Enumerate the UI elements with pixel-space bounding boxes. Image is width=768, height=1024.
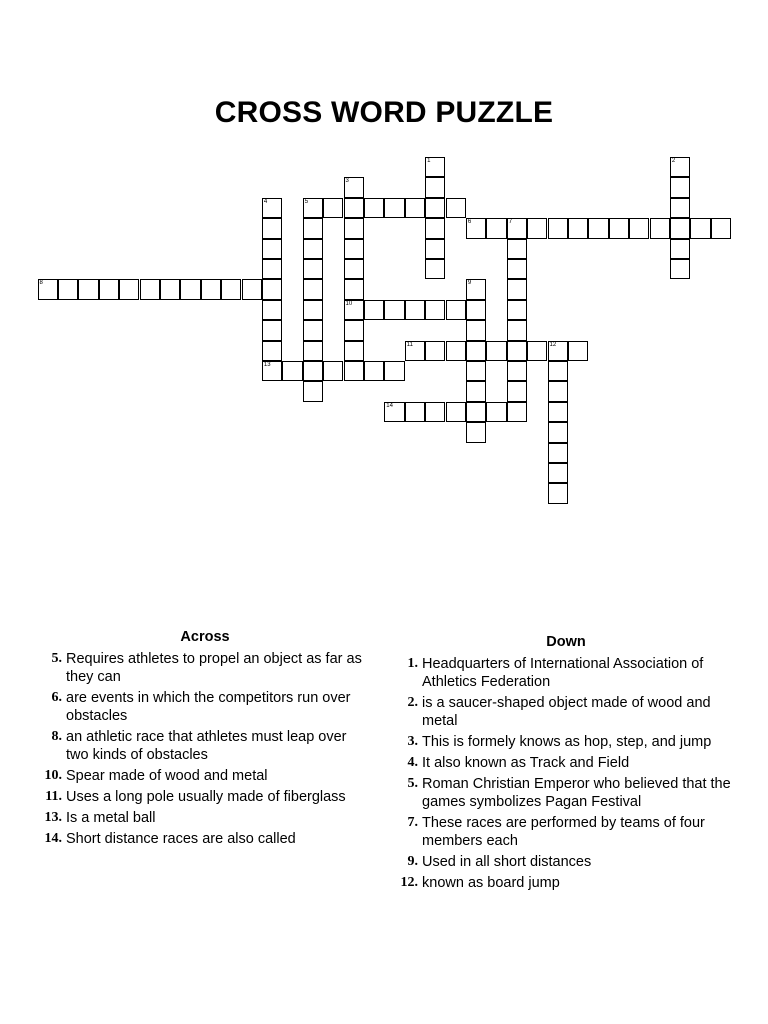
grid-cell[interactable] (548, 483, 568, 503)
grid-cell[interactable] (670, 239, 690, 259)
clue-number: 3. (407, 734, 418, 749)
grid-cell[interactable] (507, 320, 527, 340)
grid-cell[interactable] (629, 218, 649, 238)
grid-cell[interactable] (507, 300, 527, 320)
clue-text: Spear made of wood and metal (66, 768, 268, 784)
grid-cell[interactable] (466, 402, 486, 422)
grid-cell[interactable] (364, 198, 384, 218)
grid-cell[interactable] (262, 361, 282, 381)
grid-cell[interactable] (466, 300, 486, 320)
clue-number: 9. (407, 854, 418, 869)
grid-cell[interactable] (670, 198, 690, 218)
cell-number: 5 (304, 198, 309, 205)
grid-cell[interactable] (405, 341, 425, 361)
cell-number: 9 (467, 280, 472, 287)
grid-cell[interactable] (466, 320, 486, 340)
cell-number: 14 (386, 402, 393, 409)
grid-cell[interactable] (425, 402, 445, 422)
grid-cell[interactable] (425, 157, 445, 177)
clue-number: 5. (407, 776, 418, 791)
grid-cell[interactable] (548, 443, 568, 463)
grid-cell[interactable] (405, 198, 425, 218)
cell-number: 1 (427, 158, 431, 164)
grid-cell[interactable] (507, 239, 527, 259)
grid-cell[interactable] (344, 300, 364, 320)
grid-cell[interactable] (425, 341, 445, 361)
grid-cell[interactable] (384, 402, 404, 422)
clue-text: Headquarters of International Association of Athletics Federation (422, 656, 704, 690)
grid-cell[interactable] (303, 361, 323, 381)
grid-cell[interactable] (466, 361, 486, 381)
grid-cell[interactable] (650, 218, 670, 238)
clue-number: 4. (407, 755, 418, 770)
grid-cell[interactable] (262, 198, 282, 218)
down-clue (396, 775, 736, 811)
grid-cell[interactable] (507, 341, 527, 361)
clue-text: These races are performed by teams of four members each (422, 815, 705, 849)
clue-number: 2. (407, 695, 418, 710)
grid-cell[interactable] (446, 300, 466, 320)
grid-cell[interactable] (670, 259, 690, 279)
grid-cell[interactable] (446, 198, 466, 218)
grid-cell[interactable] (466, 381, 486, 401)
grid-cell[interactable] (405, 300, 425, 320)
cell-number: 10 (345, 300, 353, 307)
page-title: CROSS WORD PUZZLE (214, 96, 554, 129)
grid-cell[interactable] (507, 402, 527, 422)
grid-cell[interactable] (384, 198, 404, 218)
clue-text: Is a metal ball (66, 810, 156, 826)
grid-cell[interactable] (384, 361, 404, 381)
down-clue (396, 733, 736, 751)
clue-text: Roman Christian Emperor who believed that the games symbolizes Pagan Festival (422, 776, 731, 810)
grid-cell[interactable] (507, 361, 527, 381)
grid-cell[interactable] (344, 218, 364, 238)
grid-cell[interactable] (242, 279, 262, 299)
across-clue (40, 650, 370, 686)
clue-text: is a saucer-shaped object made of wood and metal (422, 695, 711, 729)
grid-cell[interactable] (262, 279, 282, 299)
down-clue (396, 694, 736, 730)
grid-cell[interactable] (446, 341, 466, 361)
grid-cell[interactable] (221, 279, 241, 299)
cell-number: 6 (467, 219, 472, 226)
grid-cell[interactable] (548, 361, 568, 381)
grid-cell[interactable] (609, 218, 629, 238)
grid-cell[interactable] (486, 218, 506, 238)
grid-cell[interactable] (670, 218, 690, 238)
grid-cell[interactable] (323, 198, 343, 218)
grid-cell[interactable] (344, 320, 364, 340)
grid-cell[interactable] (303, 381, 323, 401)
down-clue (396, 853, 736, 871)
down-clues (396, 633, 736, 895)
grid-cell[interactable] (58, 279, 78, 299)
grid-cell[interactable] (711, 218, 731, 238)
across-heading: Across (180, 629, 230, 645)
grid-cell[interactable] (425, 300, 445, 320)
across-clue (40, 689, 370, 725)
grid-cell[interactable] (507, 381, 527, 401)
clue-number: 10. (44, 768, 62, 783)
down-heading: Down (546, 634, 586, 650)
grid-cell[interactable] (262, 218, 282, 238)
clue-text: This is formely knows as hop, step, and jump (422, 734, 712, 750)
grid-cell[interactable] (670, 177, 690, 197)
clue-text: Short distance races are also called (66, 831, 296, 847)
across-clue (40, 767, 370, 785)
grid-cell[interactable] (548, 218, 568, 238)
grid-cell[interactable] (548, 341, 568, 361)
grid-cell[interactable] (588, 218, 608, 238)
grid-cell[interactable] (690, 218, 710, 238)
grid-cell[interactable] (548, 381, 568, 401)
grid-cell[interactable] (303, 198, 323, 218)
grid-cell[interactable] (140, 279, 160, 299)
clue-number: 1. (407, 656, 418, 671)
grid-cell[interactable] (344, 279, 364, 299)
grid-cell[interactable] (119, 279, 139, 299)
cell-number: 2 (671, 158, 676, 164)
grid-cell[interactable] (446, 402, 466, 422)
grid-cell[interactable] (670, 157, 690, 177)
clue-text: known as board jump (422, 875, 560, 891)
grid-cell[interactable] (262, 341, 282, 361)
grid-cell[interactable] (344, 259, 364, 279)
grid-cell[interactable] (527, 218, 547, 238)
across-clues (40, 628, 370, 851)
cell-number: 13 (263, 362, 271, 368)
clue-text: It also known as Track and Field (422, 755, 630, 771)
cell-number: 7 (508, 219, 513, 226)
grid-cell[interactable] (303, 320, 323, 340)
grid-cell[interactable] (303, 239, 323, 259)
grid-cell[interactable] (548, 463, 568, 483)
clue-number: 8. (51, 729, 62, 744)
grid-cell[interactable] (180, 279, 200, 299)
across-clue (40, 809, 370, 827)
grid-cell[interactable] (486, 341, 506, 361)
grid-cell[interactable] (425, 198, 445, 218)
grid-cell[interactable] (282, 361, 302, 381)
grid-cell[interactable] (323, 361, 343, 381)
grid-cell[interactable] (99, 279, 119, 299)
clue-text: Requires athletes to propel an object as far as they can (66, 651, 362, 685)
grid-cell[interactable] (160, 279, 180, 299)
clue-text: are events in which the competitors run over obstacles (66, 690, 351, 724)
grid-cell[interactable] (303, 279, 323, 299)
grid-cell[interactable] (344, 239, 364, 259)
grid-cell[interactable] (303, 259, 323, 279)
grid-cell[interactable] (38, 279, 58, 299)
across-clue (40, 830, 370, 848)
grid-cell[interactable] (262, 300, 282, 320)
down-clue (396, 655, 736, 691)
clue-number: 11. (45, 789, 62, 804)
grid-cell[interactable] (568, 218, 588, 238)
cell-number: 3 (345, 178, 349, 185)
grid-cell[interactable] (344, 177, 364, 197)
grid-cell[interactable] (425, 177, 445, 197)
clue-number: 5. (51, 651, 62, 666)
grid-cell[interactable] (507, 259, 527, 279)
grid-cell[interactable] (405, 402, 425, 422)
grid-cell[interactable] (303, 218, 323, 238)
across-clue (40, 788, 370, 806)
grid-cell[interactable] (466, 341, 486, 361)
grid-cell[interactable] (466, 422, 486, 442)
grid-cell[interactable] (262, 320, 282, 340)
grid-cell[interactable] (527, 341, 547, 361)
clue-text: Used in all short distances (422, 854, 592, 870)
cell-number: 12 (549, 341, 557, 348)
grid-cell[interactable] (548, 402, 568, 422)
clue-number: 13. (44, 810, 62, 825)
grid-cell[interactable] (384, 300, 404, 320)
grid-cell[interactable] (507, 279, 527, 299)
grid-cell[interactable] (364, 361, 384, 381)
grid-cell[interactable] (262, 239, 282, 259)
grid-cell[interactable] (303, 300, 323, 320)
grid-cell[interactable] (262, 259, 282, 279)
cell-number: 8 (39, 280, 43, 287)
grid-cell[interactable] (303, 341, 323, 361)
clue-number: 14. (44, 831, 62, 846)
clue-text: an athletic race that athletes must leap over two kinds of obstacles (66, 729, 347, 763)
grid-cell[interactable] (466, 218, 486, 238)
clue-text: Uses a long pole usually made of fiberglass (66, 789, 346, 805)
grid-cell[interactable] (344, 341, 364, 361)
cell-number: 4 (263, 198, 268, 205)
cell-number: 11 (406, 341, 413, 348)
grid-cell[interactable] (425, 259, 445, 279)
grid-cell[interactable] (364, 300, 384, 320)
down-clue (396, 754, 736, 772)
grid-cell[interactable] (486, 402, 506, 422)
down-clue (396, 814, 736, 850)
grid-cell[interactable] (425, 239, 445, 259)
grid-cell[interactable] (201, 279, 221, 299)
grid-cell[interactable] (344, 361, 364, 381)
across-clue (40, 728, 370, 764)
grid-cell[interactable] (466, 279, 486, 299)
grid-cell[interactable] (425, 218, 445, 238)
down-clue (396, 874, 736, 892)
grid-cell[interactable] (548, 422, 568, 442)
grid-cell[interactable] (78, 279, 98, 299)
clue-number: 6. (51, 690, 62, 705)
clue-number: 7. (407, 815, 418, 830)
grid-cell[interactable] (507, 218, 527, 238)
grid-cell[interactable] (568, 341, 588, 361)
grid-cell[interactable] (344, 198, 364, 218)
clue-number: 12. (400, 875, 418, 890)
